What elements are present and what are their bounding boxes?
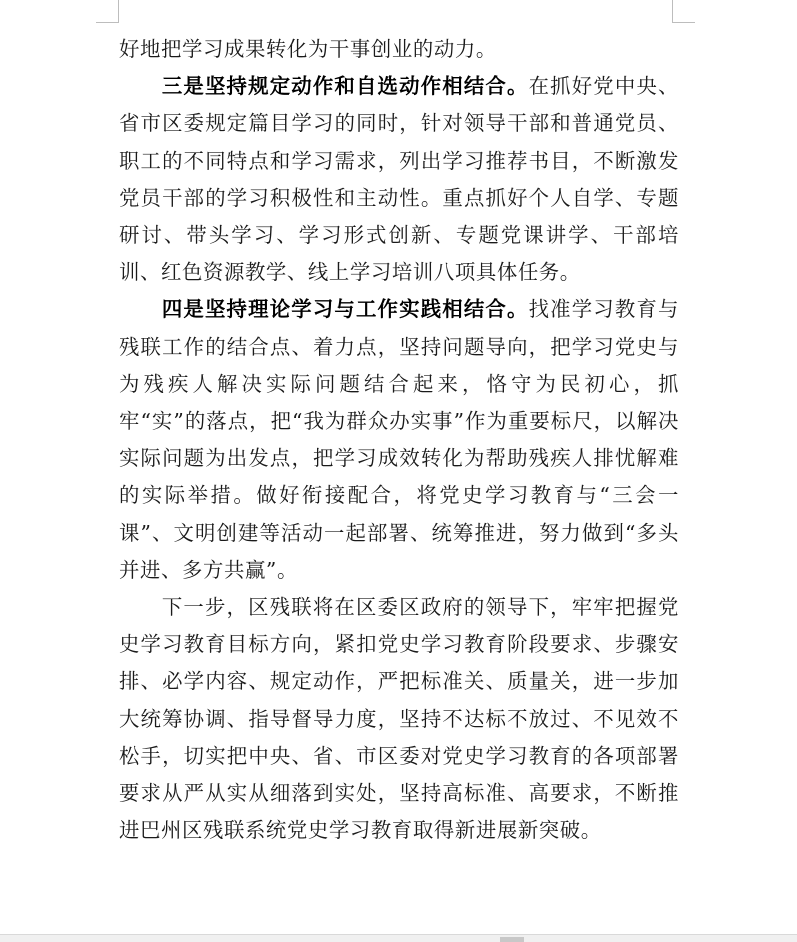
paragraph-text: 好地把学习成果转化为干事创业的动力。 [119, 37, 497, 61]
scrollbar-thumb[interactable] [500, 937, 524, 942]
horizontal-scrollbar[interactable] [0, 934, 797, 942]
margin-corner-mark-right [672, 0, 695, 23]
margin-corner-mark-left [96, 0, 119, 23]
paragraph-point-three [119, 68, 679, 291]
paragraph-text: 在抓好党中央、省市区委规定篇目学习的同时，针对领导干部和普通党员、职工的不同特点和学习需求，列出学习推荐书目，不断激发党员干部的学习积极性和主动性。重点抓好个人自学、专题研讨、带头学习、学习形式创新、专题党课讲学、干部培训、红色资源教学、线上学习培训八项具体任务。 [119, 74, 680, 285]
paragraph-lead-heading: 三是坚持规定动作和自选动作相结合。 [161, 74, 529, 99]
paragraph-text: 下一步，区残联将在区委区政府的领导下，牢牢把握党史学习教育目标方向，紧扣党史学习教育阶段要求、步骤安排、必学内容、规定动作，严把标准关、质量关，进一步加大统筹协调、指导督导力度，坚持不达标不放过、不见效不松手，切实把中央、省、市区委对党史学习教育的各项部署要求从严从实从细落到实处，坚持高标准、高要求，不断推进巴州区残联系统党史学习教育取得新进展新突破。 [119, 595, 679, 843]
paragraph-continuation [119, 31, 679, 68]
paragraph-point-four [119, 291, 679, 589]
paragraph-lead-heading: 四是坚持理论学习与工作实践相结合。 [161, 297, 529, 322]
paragraph-text: 找准学习教育与残联工作的结合点、着力点，坚持问题导向，把学习党史与为残疾人解决实际问题结合起来，恪守为民初心，抓牢“实”的落点，把“我为群众办实事”作为重要标尺，以解决实际问题为出发点，把学习成效转化为帮助残疾人排忧解难的实际举措。做好衔接配合，将党史学习教育与“三会一课”、文明创建等活动一起部署、统筹推进，努力做到“多头并进、多方共赢”。 [119, 297, 680, 582]
paragraph-next-step [119, 589, 679, 849]
document-body [119, 31, 679, 849]
